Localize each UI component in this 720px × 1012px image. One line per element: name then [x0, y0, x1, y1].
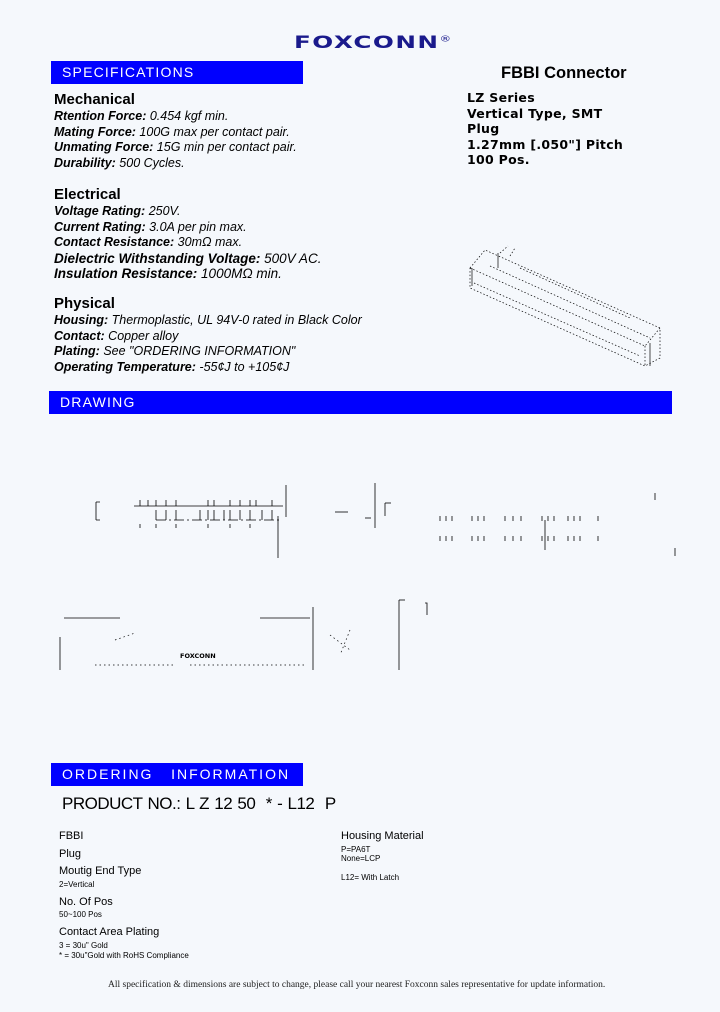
spec-row: Contact Resistance: 30mΩ max. — [54, 235, 243, 249]
spec-row: Voltage Rating: 250V. — [54, 204, 181, 218]
housing-material-title: Housing Material — [341, 830, 424, 842]
ordering-bar: ORDERING INFORMATION — [51, 763, 303, 786]
product-line: Vertical Type, SMT — [467, 105, 603, 121]
ordering-item: Moutig End Type 2=Vertical — [59, 865, 142, 889]
spec-row: Current Rating: 3.0A per pin max. — [54, 219, 247, 234]
ordering-item: Contact Area Plating 3 = 30u" Gold * = 30u"Gold with RoHS Compliance — [59, 926, 189, 960]
product-number: PRODUCT NO.: L Z 12 50 * - L12 P — [62, 794, 336, 813]
spec-row: Housing: Thermoplastic, UL 94V-0 rated in Black Color — [54, 313, 362, 327]
spec-row: Dielectric Withstanding Voltage: 500V AC. — [54, 250, 322, 266]
ordering-item: Plug — [59, 847, 82, 860]
specifications-bar: SPECIFICATIONS — [51, 61, 303, 84]
top-view-drawing — [330, 478, 680, 578]
housing-option: None=LCP — [341, 853, 381, 863]
ordering-key-left — [59, 829, 189, 966]
electrical-heading: Electrical — [54, 186, 121, 203]
drawing-brand-label: FOXCONN — [180, 652, 216, 660]
ordering-item: No. Of Pos 50~100 Pos — [59, 895, 113, 919]
spec-row: Plating: See "ORDERING INFORMATION" — [54, 344, 296, 358]
spec-row: Contact: Copper alloy — [54, 328, 179, 343]
physical-specs — [54, 313, 362, 375]
product-line: 100 Pos. — [467, 152, 530, 167]
spec-row: Insulation Resistance: 1000MΩ min. — [54, 266, 282, 281]
product-line: 1.27mm [.050"] Pitch — [467, 136, 624, 152]
spec-row: Operating Temperature: -55¢J to +105¢J — [54, 359, 290, 374]
mechanical-heading: Mechanical — [54, 91, 135, 108]
product-line: Plug — [467, 121, 500, 136]
product-line: LZ Series — [467, 90, 535, 105]
foxconn-logo: FOXCONN® — [294, 33, 453, 53]
physical-heading: Physical — [54, 295, 115, 312]
electrical-specs — [54, 204, 321, 282]
ordering-key-right — [341, 829, 424, 888]
connector-isometric-image — [460, 238, 680, 368]
spec-row: Rtention Force: 0.454 kgf min. — [54, 109, 229, 123]
product-title: FBBI Connector — [501, 64, 627, 82]
housing-option: P=PA6T — [341, 844, 371, 854]
drawing-bar: DRAWING — [49, 391, 672, 414]
front-view-drawing — [90, 480, 330, 590]
latch-option: L12= With Latch — [341, 872, 400, 882]
spec-row: Unmating Force: 15G min per contact pair. — [54, 140, 297, 154]
spec-row: Durability: 500 Cycles. — [54, 155, 185, 170]
product-summary — [467, 90, 623, 168]
footer-disclaimer: All specification & dimensions are subject to change, please call your nearest Foxconn sales representative for update information. — [108, 980, 606, 990]
spec-row: Mating Force: 100G max per contact pair. — [54, 124, 290, 139]
ordering-item: FBBI — [59, 830, 84, 842]
mechanical-specs — [54, 109, 297, 171]
detail-view-drawing — [55, 595, 435, 690]
